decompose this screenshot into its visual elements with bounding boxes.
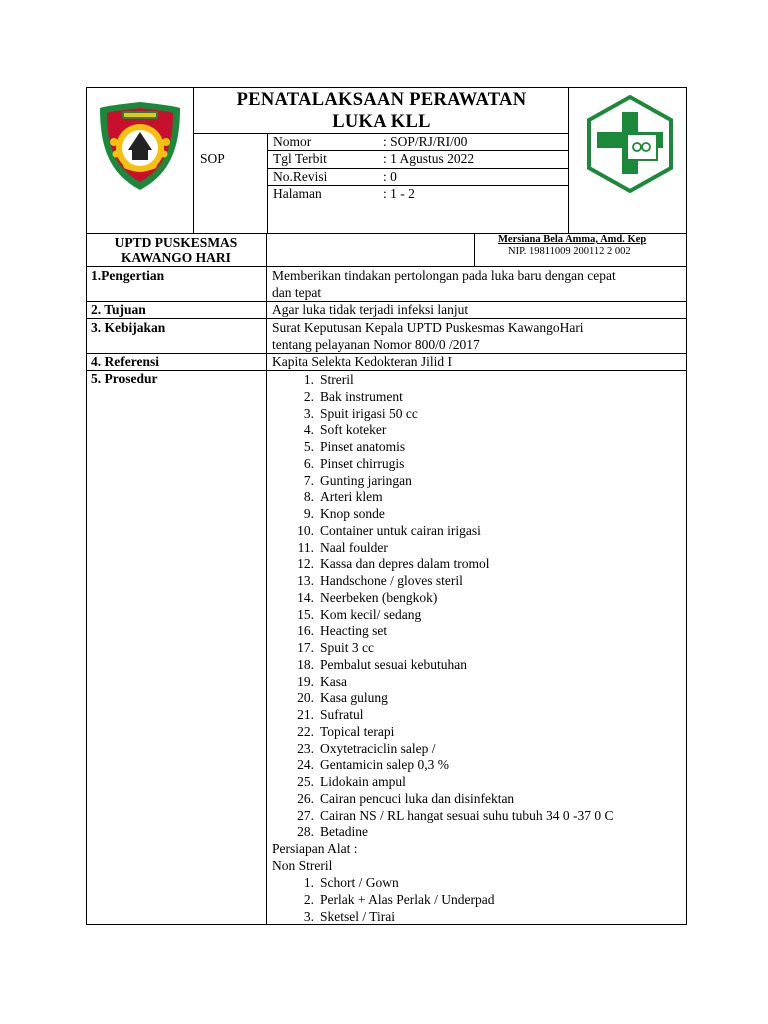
list-item-text: Cairan NS / RL hangat sesuai suhu tubuh 34 0 -37 0 C (320, 807, 614, 823)
kebijakan-text-line1: Surat Keputusan Kepala UPTD Puskesmas KawangoHari (272, 320, 584, 335)
list-item-text: Sketsel / Tirai (320, 908, 396, 924)
list-item-number: 18. (297, 656, 314, 672)
list-item-text: Knop sonde (320, 506, 385, 521)
list-item (270, 707, 364, 724)
list-item-number: 1. (303, 875, 314, 890)
list-item (270, 741, 435, 758)
list-item-number: 13. (297, 573, 314, 588)
section-label-prosedur: 5. Prosedur (91, 371, 158, 386)
org-name-line2: KAWANGO HARI (121, 250, 231, 265)
list-item (270, 875, 399, 892)
section-label-tujuan: 2. Tujuan (91, 302, 146, 317)
list-item (270, 640, 374, 657)
list-item-text: Betadine (320, 824, 368, 840)
list-item (270, 573, 463, 590)
list-item-text: Soft koteker (320, 422, 387, 438)
section-label-kebijakan: 3. Kebijakan (91, 320, 166, 335)
list-item-number: 27. (297, 807, 314, 823)
signer-nip: NIP. 19811009 200112 2 002 (508, 246, 631, 257)
list-item-number: 19. (297, 673, 314, 689)
document-title-line2: LUKA KLL (332, 112, 431, 132)
divider (193, 87, 194, 233)
divider (193, 133, 569, 134)
sop-label: SOP (200, 151, 225, 166)
list-item-number: 10. (297, 522, 314, 538)
list-item-number: 8. (303, 489, 314, 505)
frame-top (86, 87, 687, 88)
list-item (270, 724, 394, 741)
list-item (270, 657, 467, 674)
meta-label-nomor: Nomor (273, 134, 312, 149)
list-item (270, 372, 354, 389)
list-item-text: Bak instrument (320, 388, 403, 404)
list-item-number: 21. (297, 707, 314, 722)
divider (568, 87, 569, 233)
pengertian-text-line1: Memberikan tindakan pertolongan pada luka baru dengan cepat (272, 268, 616, 283)
list-item-text: Spuit 3 cc (320, 640, 374, 655)
list-item-number: 11. (297, 539, 314, 555)
document-title-line1: PENATALAKSAAN PERAWATAN (236, 90, 527, 110)
list-item-text: Pinset anatomis (320, 439, 406, 454)
list-item-text: Lidokain ampul (320, 774, 406, 789)
kebijakan-text-line2: tentang pelayanan Nomor 800/0 /2017 (272, 337, 480, 352)
meta-label-revisi: No.Revisi (273, 169, 328, 184)
list-item (270, 791, 514, 808)
list-item (270, 473, 412, 490)
meta-label-halaman: Halaman (273, 186, 322, 201)
list-item-number: 3. (303, 405, 314, 421)
list-item (270, 623, 387, 640)
list-item (270, 824, 368, 841)
frame-right (686, 87, 687, 925)
list-item-number: 28. (297, 824, 314, 840)
list-item-text: Gunting jaringan (320, 472, 412, 488)
list-item-text: Handschone / gloves steril (320, 573, 463, 588)
list-item (270, 892, 494, 909)
meta-value-nomor: : SOP/RJ/RI/00 (383, 134, 468, 149)
list-item-number: 3. (303, 908, 314, 924)
list-item-number: 17. (297, 640, 314, 655)
list-item (270, 808, 613, 825)
divider (267, 133, 268, 233)
list-item-text: Neerbeken (bengkok) (320, 589, 438, 605)
frame-left (86, 87, 87, 925)
list-item (270, 757, 449, 774)
section-label-pengertian: 1.Pengertian (91, 268, 165, 283)
divider (86, 318, 687, 319)
list-item-text: Kasa gulung (320, 690, 388, 706)
list-item-text: Container untuk cairan irigasi (320, 522, 481, 538)
list-item-number: 26. (297, 790, 314, 806)
list-item-number: 15. (297, 606, 314, 622)
list-item-text: Streril (320, 372, 354, 387)
list-item-text: Cairan pencuci luka dan disinfektan (320, 790, 515, 806)
divider (474, 233, 475, 267)
list-item-number: 20. (297, 690, 314, 706)
signer-name: Mersiana Bela Amma, Amd. Kep (498, 234, 647, 245)
puskesmas-logo (583, 94, 677, 194)
list-item (270, 406, 418, 423)
meta-value-tgl-terbit: : 1 Agustus 2022 (383, 151, 475, 166)
list-item-number: 2. (303, 891, 314, 907)
list-item-text: Spuit irigasi 50 cc (320, 405, 418, 421)
meta-label-tgl-terbit: Tgl Terbit (273, 151, 327, 166)
section-label-referensi: 4. Referensi (91, 354, 159, 369)
list-item-text: Arteri klem (320, 489, 383, 505)
list-item-text: Heacting set (320, 623, 388, 639)
list-item (270, 540, 388, 557)
list-item-text: Kom kecil/ sedang (320, 606, 422, 622)
list-item-text: Kasa (320, 673, 347, 689)
list-item-text: Schort / Gown (320, 875, 399, 890)
list-item-number: 5. (303, 439, 314, 454)
meta-value-revisi: : 0 (383, 169, 397, 184)
list-item (270, 489, 383, 506)
list-item-number: 2. (303, 388, 314, 404)
list-item-text: Oxytetraciclin salep / (320, 740, 436, 756)
list-item (270, 389, 403, 406)
list-item-number: 7. (303, 472, 314, 488)
pengertian-text-line2: dan tepat (272, 285, 322, 300)
list-item-number: 12. (297, 556, 314, 572)
list-item-number: 9. (303, 506, 314, 521)
list-item (270, 456, 404, 473)
list-item (270, 590, 437, 607)
list-item (270, 523, 481, 540)
list-item-number: 14. (297, 589, 314, 605)
list-item-text: Gentamicin salep 0,3 % (320, 757, 449, 773)
org-name-line1: UPTD PUSKESMAS (114, 235, 238, 250)
list-item-number: 25. (297, 774, 314, 789)
list-item (270, 909, 395, 926)
list-item-text: Pembalut sesuai kebutuhan (320, 656, 467, 672)
list-item-number: 1. (303, 372, 314, 387)
list-item-number: 4. (303, 422, 314, 438)
list-item-number: 16. (297, 623, 314, 639)
list-item-text: Pinset chirrugis (320, 455, 405, 471)
persiapan-alat-label: Persiapan Alat : (272, 841, 358, 856)
list-item (270, 674, 347, 691)
list-item-text: Perlak + Alas Perlak / Underpad (320, 891, 495, 907)
list-item-number: 23. (297, 740, 314, 756)
tujuan-text: Agar luka tidak terjadi infeksi lanjut (272, 302, 469, 317)
meta-value-halaman: : 1 - 2 (383, 186, 415, 201)
list-item (270, 690, 388, 707)
divider (86, 266, 687, 267)
non-steril-label: Non Streril (272, 858, 333, 873)
list-item-text: Kassa dan depres dalam tromol (320, 556, 490, 572)
list-item (270, 439, 405, 456)
list-item-number: 6. (303, 455, 314, 471)
list-item-text: Naal foulder (320, 539, 388, 555)
list-item (270, 607, 421, 624)
divider (266, 233, 267, 925)
list-item (270, 774, 406, 791)
list-item (270, 556, 489, 573)
list-item (270, 422, 386, 439)
list-item-number: 22. (297, 723, 314, 739)
regency-emblem-logo (92, 98, 188, 194)
list-item-text: Sufratul (320, 707, 364, 722)
list-item-number: 24. (297, 757, 314, 773)
referensi-text: Kapita Selekta Kedokteran Jilid I (272, 354, 452, 369)
list-item (270, 506, 385, 523)
list-item-text: Topical terapi (320, 723, 395, 739)
divider (86, 370, 687, 371)
